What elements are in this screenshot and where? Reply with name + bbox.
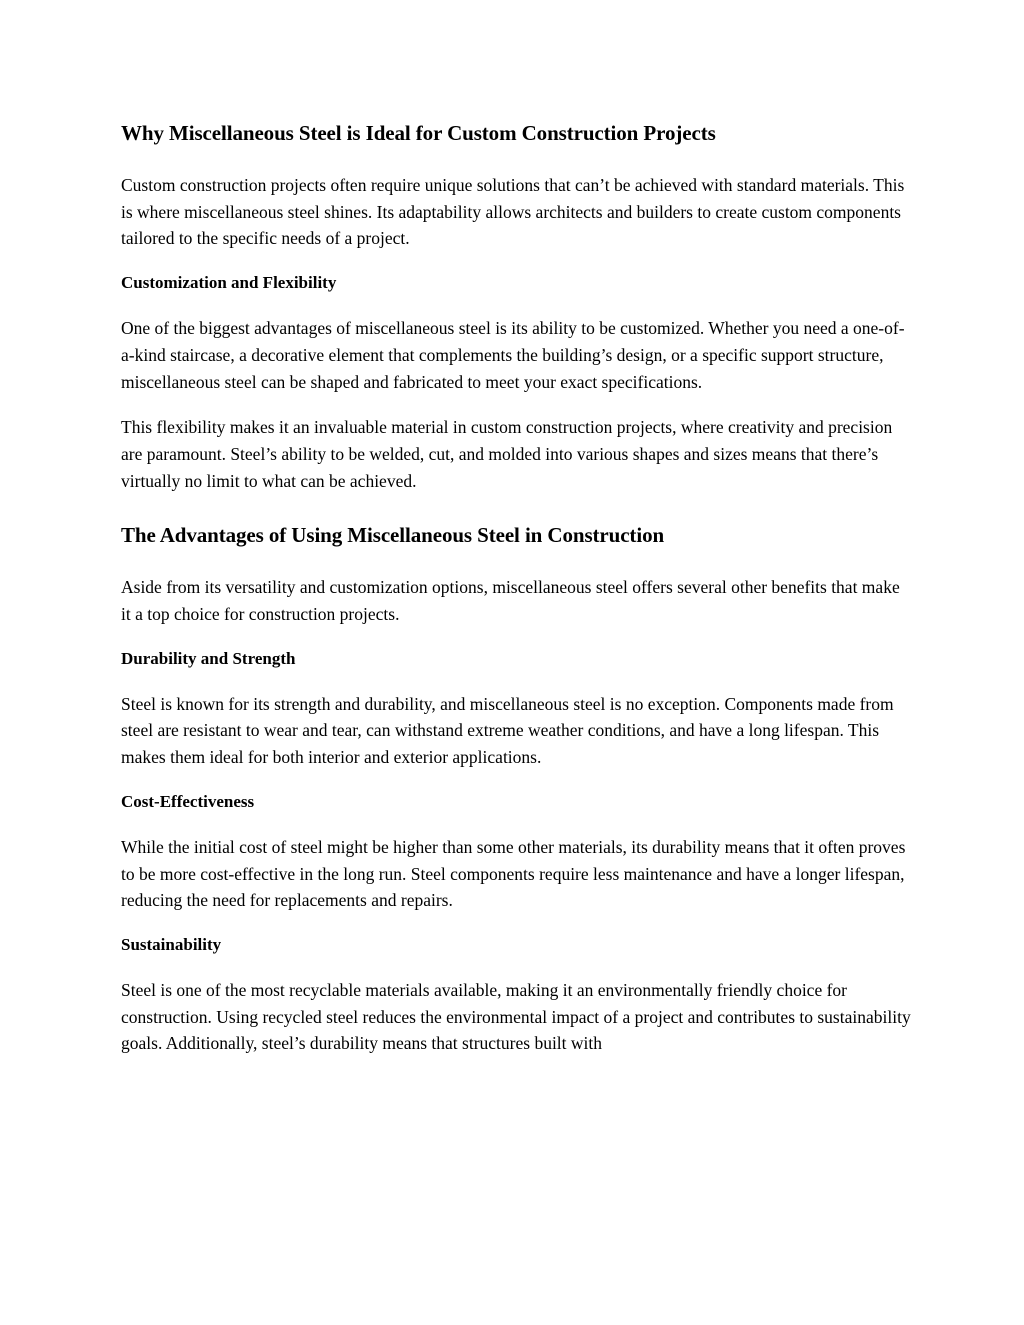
subsection-heading-durability: Durability and Strength <box>121 648 296 668</box>
subsection-heading-cost: Cost-Effectiveness <box>121 791 255 811</box>
subsection-heading-sustainability: Sustainability <box>121 934 222 954</box>
section-intro-paragraph: Aside from its versatility and customization options, miscellaneous steel offers several other benefits that make it a top choice for construction projects. <box>121 577 900 625</box>
section-intro-paragraph: Custom construction projects often require unique solutions that can’t be achieved with standard materials. This is where miscellaneous steel shines. Its adaptability allows architects and builders to create custom components tailored to the specific needs of a project. <box>121 175 905 249</box>
paragraph: Steel is one of the most recyclable materials available, making it an environmentally friendly choice for construction. Using recycled steel reduces the environmental impact of a project and contributes to sustainability goals. Additionally, steel’s durability means that structures built with <box>121 979 911 1054</box>
section-heading: The Advantages of Using Miscellaneous Steel in Construction <box>121 523 665 548</box>
paragraph: Steel is known for its strength and durability, and miscellaneous steel is no exception. Components made from steel are resistant to wear and tear, can withstand extreme weather conditions, and have a long lifespan. This makes them ideal for both interior and exterior applications. <box>121 693 894 768</box>
document-page <box>121 118 911 1076</box>
subsection-heading-customization: Customization and Flexibility <box>121 273 337 293</box>
paragraph: While the initial cost of steel might be higher than some other materials, its durability means that it often proves to be more cost-effective in the long run. Steel components require less maintenance and have a longer lifespan, reducing the need for replacements and repairs. <box>121 836 906 911</box>
section-heading: Why Miscellaneous Steel is Ideal for Custom Construction Projects <box>121 121 716 145</box>
paragraph: This flexibility makes it an invaluable material in custom construction projects, where creativity and precision are paramount. Steel’s ability to be welded, cut, and molded into various shapes and sizes means that there’s virtually no limit to what can be achieved. <box>121 417 893 491</box>
paragraph: One of the biggest advantages of miscellaneous steel is its ability to be customized. Whether you need a one-of-a-kind staircase, a decorative element that complements the building’s design, or a specific support structure, miscellaneous steel can be shaped and fabricated to meet your exact specifications. <box>121 318 905 392</box>
